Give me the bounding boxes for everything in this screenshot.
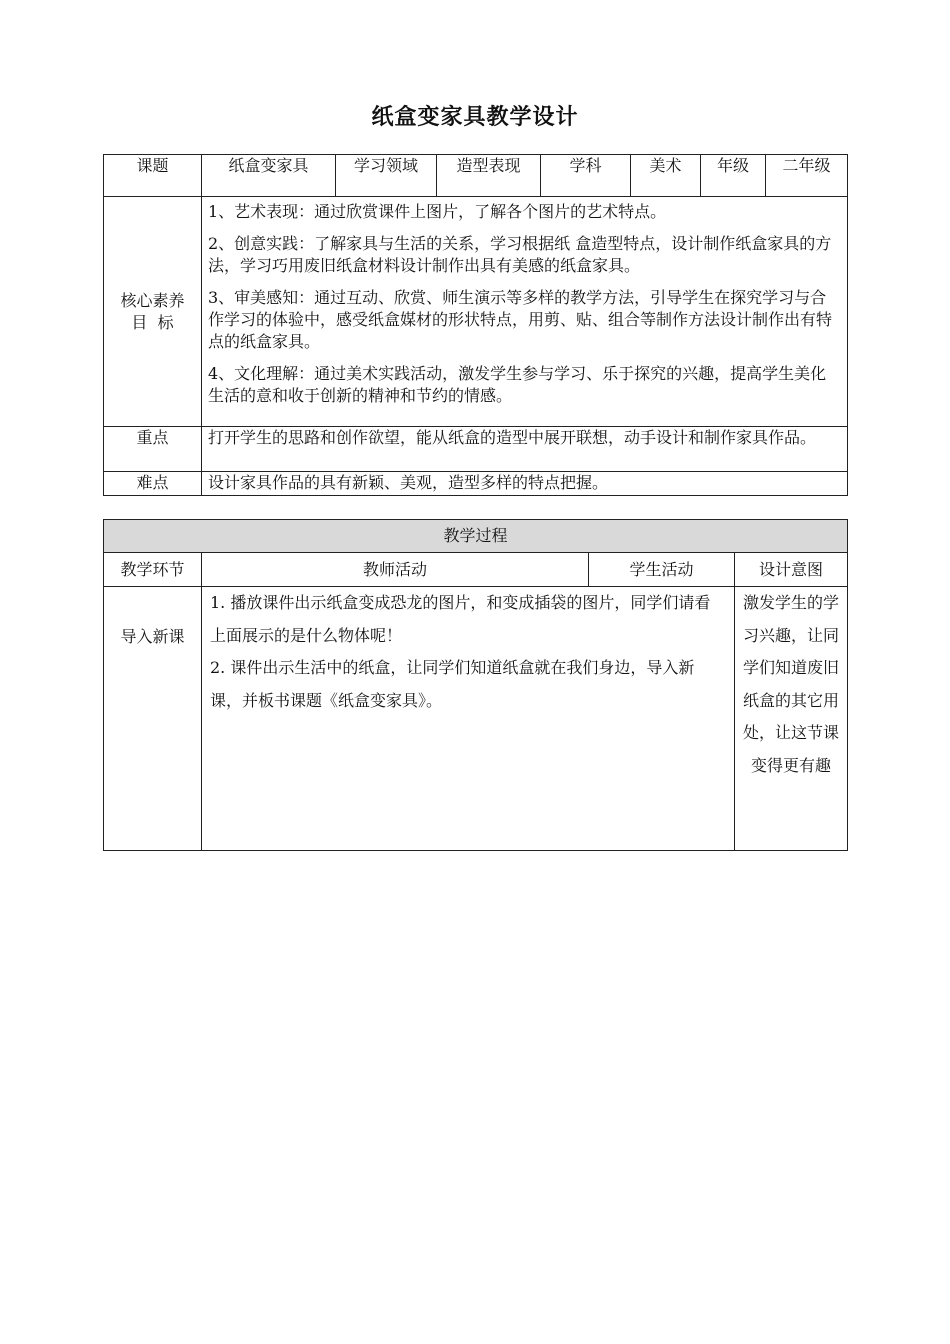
core-literacy-label (104, 197, 202, 427)
core-item: 1、艺术表现：通过欣赏课件上图片，了解各个图片的艺术特点。 (208, 202, 667, 221)
lesson-info-table (103, 154, 848, 496)
grade-label: 年级 (701, 155, 766, 197)
topic-label: 课题 (104, 155, 202, 197)
process-header: 教学过程 (104, 520, 848, 553)
grade-value: 二年级 (766, 155, 848, 197)
key-point-label: 重点 (104, 427, 202, 472)
core-item: 2、创意实践：了解家具与生活的关系，学习根据纸 盒造型特点，设计制作纸盒家具的方法，学习巧用废旧纸盒材料设计制作出具有美感的纸盒家具。 (208, 234, 832, 275)
teacher-activity-item: 2. 课件出示生活中的纸盒，让同学们知道纸盒就在我们身边，导入新课，并板书课题《纸盒变家具》。 (210, 658, 695, 710)
field-label: 学习领域 (336, 155, 437, 197)
core-item: 4、文化理解：通过美术实践活动，激发学生参与学习、乐于探究的兴趣，提高学生美化生活的意和收于创新的精神和节约的情感。 (208, 364, 827, 405)
difficulty-text: 设计家具作品的具有新颖、美观，造型多样的特点把握。 (202, 472, 848, 496)
process-header-row (104, 520, 848, 553)
core-item: 3、审美感知：通过互动、欣赏、师生演示等多样的教学方法，引导学生在探究学习与合作学习的体验中，感受纸盒媒材的形状特点，用剪、贴、组合等制作方法设计制作出有特点的纸盒家具。 (208, 288, 833, 351)
row-stage: 导入新课 (104, 587, 202, 851)
row-design-intent: 激发学生的学习兴趣，让同学们知道废旧纸盒的其它用处，让这节课变得更有趣 (735, 587, 848, 851)
info-row-difficulty (104, 472, 848, 496)
info-row-basic (104, 155, 848, 197)
column-teacher: 教师活动 (202, 553, 589, 587)
topic-value: 纸盒变家具 (202, 155, 336, 197)
key-point-text: 打开学生的思路和创作欲望，能从纸盒的造型中展开联想，动手设计和制作家具作品。 (202, 427, 848, 472)
column-student: 学生活动 (589, 553, 735, 587)
column-intent: 设计意图 (735, 553, 848, 587)
document-title: 纸盒变家具教学设计 (371, 105, 579, 130)
teacher-activity-item: 1. 播放课件出示纸盒变成恐龙的图片，和变成插袋的图片，同学们请看上面展示的是什么物体呢！ (210, 593, 711, 645)
process-columns-row (104, 553, 848, 587)
info-row-core (104, 197, 848, 427)
core-label-line1: 核心素养 (120, 290, 185, 310)
process-row (104, 587, 848, 851)
column-stage: 教学环节 (104, 553, 202, 587)
field-value: 造型表现 (437, 155, 541, 197)
subject-label: 学科 (541, 155, 631, 197)
info-row-key-point (104, 427, 848, 472)
row-teacher-activity (202, 587, 735, 851)
subject-value: 美术 (631, 155, 701, 197)
core-label-line2: 目 标 (131, 312, 174, 332)
difficulty-label: 难点 (104, 472, 202, 496)
teaching-process-table (103, 519, 848, 851)
core-literacy-content (202, 197, 848, 427)
